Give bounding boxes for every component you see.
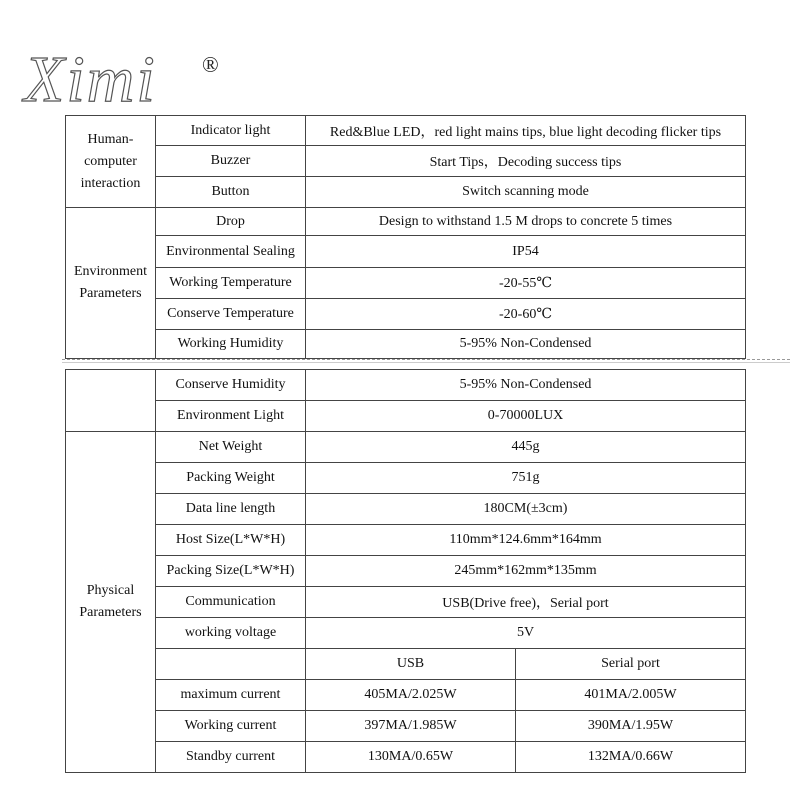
row-value-usb: 397MA/1.985W bbox=[306, 711, 516, 742]
row-value: 245mm*162mm*135mm bbox=[306, 556, 746, 587]
row-value-usb: 130MA/0.65W bbox=[306, 742, 516, 773]
row-label: Indicator light bbox=[156, 116, 306, 146]
table-row bbox=[66, 618, 746, 649]
brand-logo bbox=[24, 40, 221, 120]
table-row bbox=[66, 711, 746, 742]
table-row bbox=[66, 525, 746, 556]
group-label-physical: Physical Parameters bbox=[66, 432, 156, 773]
current-header-usb: USB bbox=[306, 649, 516, 680]
table-row bbox=[66, 680, 746, 711]
row-label: working voltage bbox=[156, 618, 306, 649]
row-value-serial: 390MA/1.95W bbox=[516, 711, 746, 742]
table-row bbox=[66, 587, 746, 618]
row-value: 5-95% Non-Condensed bbox=[306, 330, 746, 359]
table-row bbox=[66, 556, 746, 587]
row-value: 0-70000LUX bbox=[306, 401, 746, 432]
row-label: Conserve Temperature bbox=[156, 299, 306, 330]
table-row bbox=[66, 116, 746, 146]
table-row bbox=[66, 330, 746, 359]
row-label: Environmental Sealing bbox=[156, 236, 306, 268]
page-cut-divider-shadow bbox=[62, 362, 790, 363]
row-label: Environment Light bbox=[156, 401, 306, 432]
row-value: 445g bbox=[306, 432, 746, 463]
row-value: IP54 bbox=[306, 236, 746, 268]
row-value: 751g bbox=[306, 463, 746, 494]
row-label: Buzzer bbox=[156, 146, 306, 177]
spec-table-bottom bbox=[65, 369, 746, 773]
row-label: Conserve Humidity bbox=[156, 370, 306, 401]
row-value: 5V bbox=[306, 618, 746, 649]
brand-logo-text: Ximi bbox=[24, 43, 157, 116]
table-row bbox=[66, 299, 746, 330]
table-row bbox=[66, 146, 746, 177]
row-value: 5-95% Non-Condensed bbox=[306, 370, 746, 401]
row-value-usb: 405MA/2.025W bbox=[306, 680, 516, 711]
page-cut-divider bbox=[62, 359, 790, 360]
row-value: 180CM(±3cm) bbox=[306, 494, 746, 525]
row-label: Button bbox=[156, 177, 306, 208]
row-value: 110mm*124.6mm*164mm bbox=[306, 525, 746, 556]
row-label: maximum current bbox=[156, 680, 306, 711]
table-row bbox=[66, 370, 746, 401]
row-label: Host Size(L*W*H) bbox=[156, 525, 306, 556]
row-value: Start Tips，Decoding success tips bbox=[306, 146, 746, 177]
table-row bbox=[66, 236, 746, 268]
row-value: -20-60℃ bbox=[306, 299, 746, 330]
row-value: USB(Drive free)，Serial port bbox=[306, 587, 746, 618]
current-header-serial: Serial port bbox=[516, 649, 746, 680]
row-label: Drop bbox=[156, 208, 306, 236]
registered-mark: ® bbox=[202, 52, 221, 77]
row-value: Red&Blue LED，red light mains tips, blue light decoding flicker tips bbox=[306, 116, 746, 146]
table-row bbox=[66, 432, 746, 463]
current-header-empty bbox=[156, 649, 306, 680]
row-label: Packing Weight bbox=[156, 463, 306, 494]
row-value-serial: 132MA/0.66W bbox=[516, 742, 746, 773]
row-label: Working current bbox=[156, 711, 306, 742]
row-label: Net Weight bbox=[156, 432, 306, 463]
row-label: Working Temperature bbox=[156, 268, 306, 299]
table-row bbox=[66, 463, 746, 494]
table-row bbox=[66, 401, 746, 432]
row-value: -20-55℃ bbox=[306, 268, 746, 299]
table-row bbox=[66, 742, 746, 773]
table-row bbox=[66, 494, 746, 525]
spec-table-top bbox=[65, 115, 746, 359]
row-label: Communication bbox=[156, 587, 306, 618]
row-label: Packing Size(L*W*H) bbox=[156, 556, 306, 587]
group-label-environment: Environment Parameters bbox=[66, 208, 156, 359]
table-row bbox=[66, 649, 746, 680]
group-label-empty bbox=[66, 370, 156, 432]
row-value: Design to withstand 1.5 M drops to concrete 5 times bbox=[306, 208, 746, 236]
table-row bbox=[66, 208, 746, 236]
table-row bbox=[66, 177, 746, 208]
row-label: Working Humidity bbox=[156, 330, 306, 359]
row-label: Data line length bbox=[156, 494, 306, 525]
group-label-human-computer: Human-computer interaction bbox=[66, 116, 156, 208]
table-row bbox=[66, 268, 746, 299]
row-value-serial: 401MA/2.005W bbox=[516, 680, 746, 711]
row-value: Switch scanning mode bbox=[306, 177, 746, 208]
row-label: Standby current bbox=[156, 742, 306, 773]
